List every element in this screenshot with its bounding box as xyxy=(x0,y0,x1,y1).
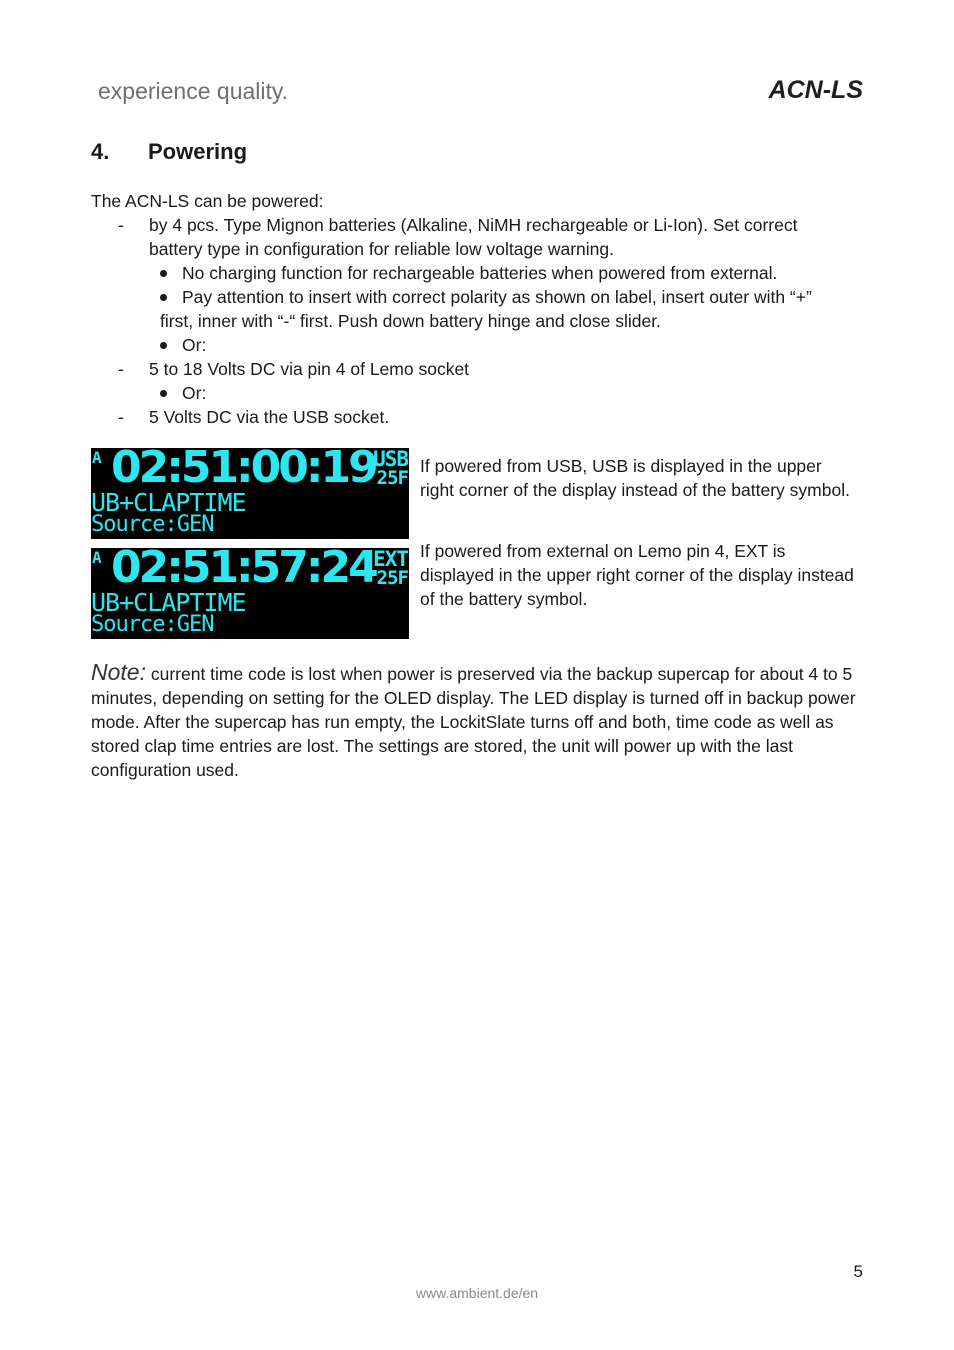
note-paragraph xyxy=(91,660,866,782)
dash-marker: - xyxy=(118,407,124,427)
option-lemo-text: 5 to 18 Volts DC via pin 4 of Lemo socket xyxy=(149,359,470,379)
option-batteries-line2: battery type in configuration for reliable low voltage warning. xyxy=(149,239,614,259)
option-usb-text: 5 Volts DC via the USB socket. xyxy=(149,407,390,427)
timecode-source: Source:GEN xyxy=(91,612,214,637)
power-source-indicator: USB xyxy=(373,448,408,471)
frame-rate-indicator: 25F xyxy=(376,467,408,489)
option-batteries-line1: by 4 pcs. Type Mignon batteries (Alkaline, NiMH rechargeable or Li-Ion). Set correct xyxy=(149,215,798,235)
note-label: Note: xyxy=(91,659,146,685)
oled-display-usb xyxy=(91,448,409,539)
dash-marker: - xyxy=(118,359,124,379)
timecode-source: Source:GEN xyxy=(91,512,214,537)
section-heading xyxy=(91,139,247,165)
frame-rate-indicator: 25F xyxy=(376,567,408,589)
bullet-polarity-continued: first, inner with “-“ first. Push down battery hinge and close slider. xyxy=(160,311,661,331)
bullet-dot xyxy=(160,270,167,277)
timecode-readout: 02:51:57:24 xyxy=(111,548,376,593)
display-mode: UB+CLAPTIME xyxy=(91,488,246,517)
page-number: 5 xyxy=(853,1262,863,1281)
section-number: 4. xyxy=(91,139,110,164)
bullet-dot xyxy=(160,390,167,397)
header-tagline: experience quality. xyxy=(98,78,289,104)
header-product-name: ACN-LS xyxy=(768,76,863,104)
bullet-dot xyxy=(160,294,167,301)
timecode-readout: 02:51:00:19 xyxy=(111,448,376,493)
footer-url: www.ambient.de/en xyxy=(415,1285,539,1301)
channel-label: A xyxy=(92,448,102,467)
display-mode: UB+CLAPTIME xyxy=(91,588,246,617)
oled-display-ext xyxy=(91,548,409,639)
caption-usb: If powered from USB, USB is displayed in the upper right corner of the display instead of the battery symbol. xyxy=(420,456,850,500)
section-title: Powering xyxy=(148,139,248,164)
intro-text: The ACN-LS can be powered: xyxy=(91,191,324,211)
power-source-indicator: EXT xyxy=(373,548,408,571)
channel-label: A xyxy=(92,548,102,567)
dash-marker: - xyxy=(118,215,124,235)
caption-ext: If powered from external on Lemo pin 4, EXT is displayed in the upper right corner of the display instead of the battery symbol. xyxy=(420,541,854,609)
bullet-dot xyxy=(160,342,167,349)
note-text: current time code is lost when power is preserved via the backup supercap for about 4 to 5 minutes, depending on setting for the OLED display. The LED display is turned off in backup power mode. After the supercap has run empty, the LockitSlate turns off and both, time code as well as stored clap time entries are lost. The settings are stored, the unit will power up with the last configuration used. xyxy=(91,664,856,780)
